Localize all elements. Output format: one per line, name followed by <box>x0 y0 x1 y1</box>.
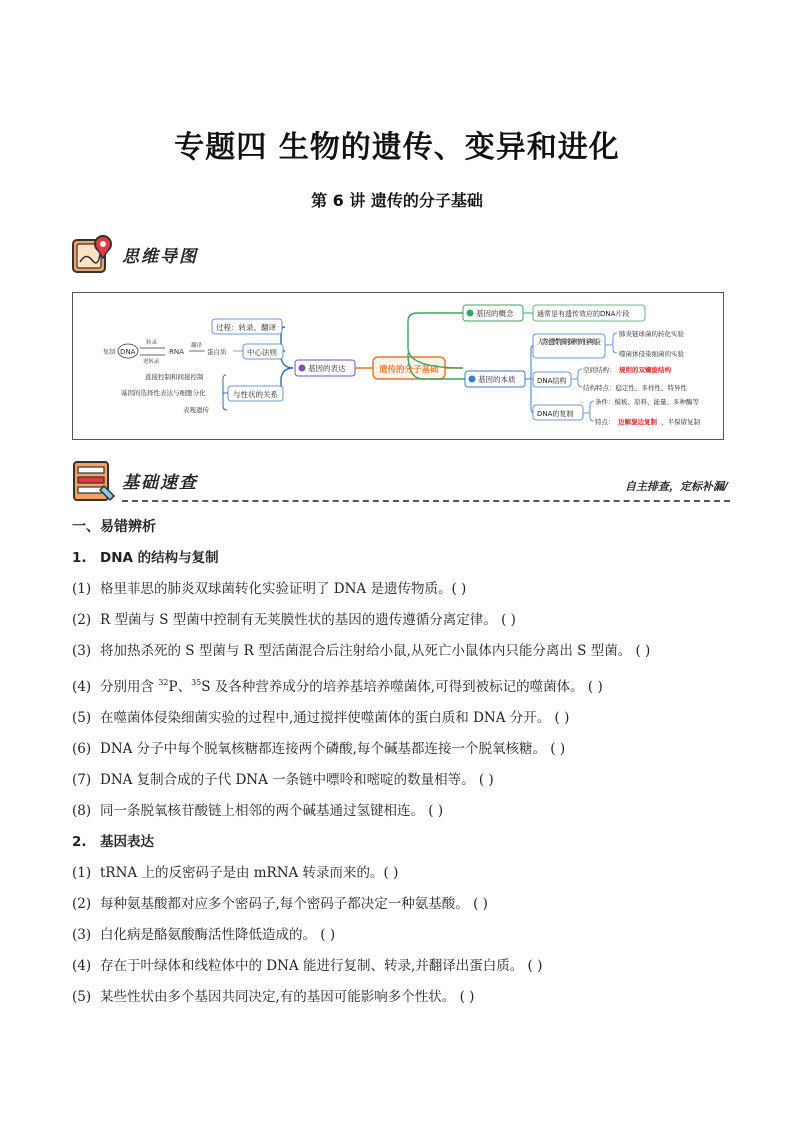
list-item: (4) 存在于叶绿体和线粒体中的 DNA 能进行复制、转录,并翻译出蛋白质。 ( ) <box>72 958 543 974</box>
map-pin-icon <box>70 232 116 278</box>
node-gene-nature: 基因的本质 <box>478 375 516 384</box>
node-gene-concept: 基因的概念 <box>476 309 514 318</box>
mind-map-figure <box>72 292 724 440</box>
exp-phage: 噬菌体侵染细菌的实验 <box>619 350 684 358</box>
list-item: (4) 分别用含 $^{32}$P、$^{35}$S 及各种营养成分的培养基培养噬菌体,可得到被标记的噬菌体。 ( ) <box>72 678 603 695</box>
node-center: 遗传的分子基础 <box>379 365 439 375</box>
list-item: (6) DNA 分子中每个脱氧核糖都连接两个磷酸,每个碱基都连接一个脱氧核糖。 ( ) <box>72 741 566 757</box>
group-heading-dna <box>72 543 732 574</box>
structure-features: 结构特点：稳定性、多样性、特异性 <box>583 384 687 392</box>
replication-features-value: 边解旋边复制 <box>618 418 657 426</box>
node-dna-structure: DNA结构 <box>537 377 567 385</box>
dogma-replicate: 复制 <box>103 349 116 356</box>
central-dogma-diagram <box>103 338 227 365</box>
node-direct-indirect: 直接控制和间接控制 <box>145 373 204 381</box>
dogma-reverse: 逆转录 <box>143 359 160 365</box>
dogma-protein: 蛋白质 <box>207 348 227 356</box>
list-item: (2) 每种氨基酸都对应多个密码子,每个密码子都决定一种氨基酸。 ( ) <box>72 896 488 912</box>
group-heading-gene-expression <box>72 827 732 858</box>
space-structure-value: 规则的双螺旋结构 <box>619 366 671 374</box>
dogma-translate: 翻译 <box>191 343 203 349</box>
group-title: DNA 的结构与复制 <box>100 550 219 566</box>
list-item: (5) 某些性状由多个基因共同决定,有的基因可能影响多个性状。 ( ) <box>72 989 475 1005</box>
section-mindmap-label: 思维导图 <box>122 247 198 267</box>
dogma-transcribe: 转录 <box>146 340 158 346</box>
list-item: (2) R 型菌与 S 型菌中控制有无荚膜性状的基因的遗传遵循分离定律。 ( ) <box>72 612 516 628</box>
list-item: (3) 白化病是酪氨酸酶活性降低造成的。 ( ) <box>72 927 336 943</box>
dogma-rna: RNA <box>169 348 184 356</box>
checklist-icon <box>70 458 116 504</box>
node-epigenetics: 表观遗传 <box>183 406 209 414</box>
lecture-subtitle: 第 6 讲 遗传的分子基础 <box>311 191 483 210</box>
replication-features-label: 特点： <box>595 418 615 426</box>
node-selective-expression: 基因的选择性表达与细胞分化 <box>121 389 206 397</box>
list-item: (8) 同一条脱氧核苷酸链上相邻的两个碱基通过氢键相连。 ( ) <box>72 803 444 819</box>
node-trait-relation: 与性状的关系 <box>233 390 278 399</box>
section-divider <box>122 500 730 502</box>
replication-features-tail: 、半保留复制 <box>661 418 700 426</box>
node-central-dogma: 中心法则 <box>247 348 277 357</box>
section-basic-slogan: 自主排查，定标补漏/ <box>624 480 728 493</box>
list-item: (5) 在噬菌体侵染细菌实验的过程中,通过搅拌使噬菌体的蛋白质和 DNA 分开。 ( ) <box>72 710 570 726</box>
replication-conditions: 条件：模板、原料、能量、多种酶等 <box>595 398 699 406</box>
node-gene-expression: 基因的表达 <box>308 364 346 373</box>
list-item: (1) tRNA 上的反密码子是由 mRNA 转录而来的。( ) <box>72 865 399 881</box>
exp-pneumonia: 肺炎链球菌的转化实验 <box>619 330 684 338</box>
space-structure-label: 空间结构： <box>583 366 616 374</box>
section-basic-header <box>70 458 730 504</box>
section-mindmap-header <box>70 232 730 278</box>
question-list <box>72 512 732 1013</box>
node-dna-replication: DNA的复制 <box>537 410 574 418</box>
list-item: (7) DNA 复制合成的子代 DNA 一条链中嘌呤和嘧啶的数量相等。 ( ) <box>72 772 494 788</box>
list-item: (1) 格里菲思的肺炎双球菌转化实验证明了 DNA 是遗传物质。( ) <box>72 581 467 597</box>
group-title: 基因表达 <box>100 834 154 850</box>
node-process: 过程：转录、翻译 <box>216 323 276 332</box>
group-number: 1. <box>72 550 87 566</box>
part-heading: 一、易错辨析 <box>72 519 156 535</box>
dogma-dna: DNA <box>120 348 136 356</box>
section-basic-label: 基础速查 <box>122 473 198 493</box>
list-item: (3) 将加热杀死的 S 型菌与 R 型活菌混合后注射给小鼠,从死亡小鼠体内只能分离出 S 型菌。 ( ) <box>72 643 651 659</box>
node-classic-experiments: 人类对遗传物质的探索中的经典实验 <box>537 338 601 346</box>
page-title: 专题四 生物的遗传、变异和进化 <box>174 130 620 165</box>
group-number: 2. <box>72 834 87 850</box>
gene-concept-desc: 通常是有遗传效应的DNA片段 <box>537 310 630 318</box>
